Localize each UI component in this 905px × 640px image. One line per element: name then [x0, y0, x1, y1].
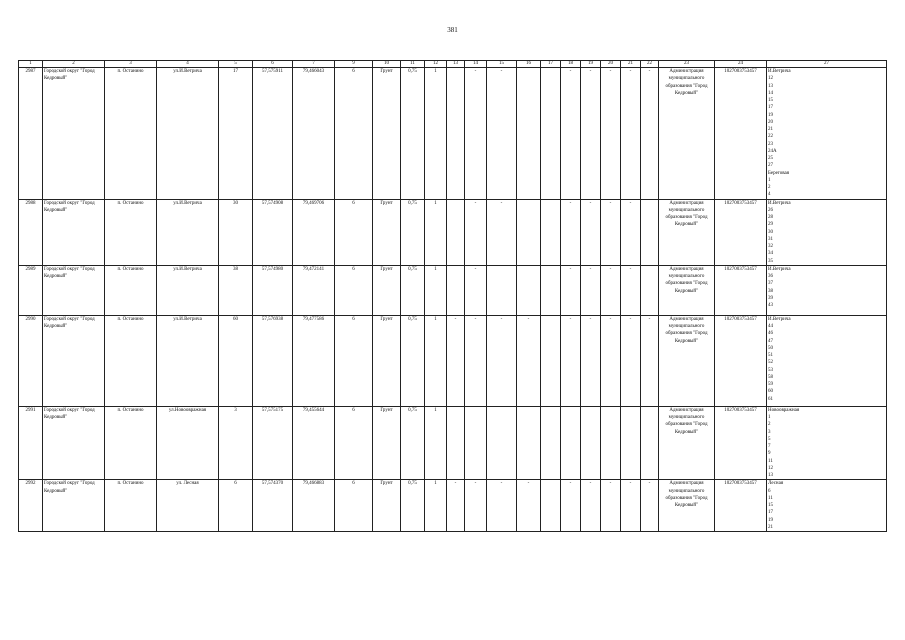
cell-col-4: ул.Новоовражная [157, 406, 219, 480]
column-header-14: 14 [465, 61, 487, 68]
cell-col-7: 79,466883 [293, 480, 335, 532]
cell-col-6: 57,574980 [253, 265, 293, 315]
cell-col-11: 0,75 [401, 406, 425, 480]
address-item: 13 [768, 83, 773, 89]
cell-col-18 [561, 406, 581, 480]
cell-col-1: 2989 [19, 265, 43, 315]
address-item: 47 [768, 338, 773, 344]
cell-col-11: 0,75 [401, 68, 425, 200]
cell-col-19: - [581, 480, 601, 532]
cell-col-24: 1027003753457 [715, 265, 767, 315]
cell-col-5: 3 [219, 406, 253, 480]
cell-col-6: 57,574370 [253, 480, 293, 532]
address-item: 51 [768, 353, 773, 358]
cell-col-10: Грунт [373, 68, 401, 200]
address-item: 61 [768, 396, 773, 402]
cell-col-4: ул.И.Ветрича [157, 315, 219, 406]
address-item: Новоовражная [768, 407, 800, 413]
column-header-7: 7 [293, 61, 335, 68]
cell-col-17 [541, 265, 561, 315]
cell-col-4: ул.И.Ветрича [157, 265, 219, 315]
cell-col-15: - [487, 68, 517, 200]
cell-col-4: ул. Лесная [157, 480, 219, 532]
cell-addresses [767, 480, 887, 532]
column-header-19: 19 [581, 61, 601, 68]
cell-col-3: п. Останино [105, 406, 157, 480]
cell-col-5: 17 [219, 68, 253, 200]
cell-col-9: 6 [335, 480, 373, 532]
cell-col-15 [487, 406, 517, 480]
address-item: 1 [768, 177, 771, 183]
cell-col-7: 79,466043 [293, 68, 335, 200]
address-item: 24А [768, 148, 777, 154]
cell-col-1: 2988 [19, 199, 43, 265]
cell-col-13: - [447, 480, 465, 532]
address-item: 43 [768, 303, 773, 308]
cell-col-14: - [465, 480, 487, 532]
cell-col-2: Городской округ "Город Кедровый" [43, 406, 105, 480]
cell-col-22: - [641, 68, 659, 200]
cell-col-2: Городской округ "Город Кедровый" [43, 68, 105, 200]
cell-col-6: 57,575175 [253, 406, 293, 480]
cell-col-18: - [561, 68, 581, 200]
table-row [19, 406, 887, 480]
address-item: 26 [768, 207, 773, 213]
cell-col-7: 79,477586 [293, 315, 335, 406]
address-item: 46 [768, 331, 773, 337]
cell-col-3: п. Останино [105, 315, 157, 406]
cell-col-22: - [641, 315, 659, 406]
address-item: 35 [768, 258, 773, 264]
column-header-3: 3 [105, 61, 157, 68]
address-item: 59 [768, 382, 773, 387]
address-item: 37 [768, 281, 773, 287]
cell-col-12: 1 [425, 199, 447, 265]
column-header-5: 5 [219, 61, 253, 68]
cell-col-2: Городской округ "Город Кедровый" [43, 199, 105, 265]
cell-col-22 [641, 265, 659, 315]
address-item: 14 [768, 90, 773, 96]
address-item: 3 [768, 429, 771, 435]
address-item: 39 [768, 295, 773, 301]
cell-col-3: п. Останино [105, 68, 157, 200]
cell-col-12: 1 [425, 315, 447, 406]
address-item: 9 [768, 451, 771, 457]
cell-col-4: ул.И.Ветрича [157, 199, 219, 265]
cell-col-9: 6 [335, 265, 373, 315]
column-header-1: 1 [19, 61, 43, 68]
address-item: 53 [768, 367, 773, 373]
address-item: 52 [768, 360, 773, 366]
table-row [19, 68, 887, 200]
cell-col-1: 2991 [19, 406, 43, 480]
cell-col-17 [541, 68, 561, 200]
column-header-22: 22 [641, 61, 659, 68]
column-header-9: 9 [335, 61, 373, 68]
cell-col-9: 6 [335, 315, 373, 406]
cell-col-2: Городской округ "Город Кедровый" [43, 315, 105, 406]
column-header-4: 4 [157, 61, 219, 68]
cell-col-10: Грунт [373, 406, 401, 480]
cell-col-12: 1 [425, 480, 447, 532]
cell-col-13 [447, 406, 465, 480]
address-item: 32 [768, 244, 773, 249]
cell-col-14: - [465, 315, 487, 406]
table-row [19, 480, 887, 532]
cell-col-4: ул.И.Ветрича [157, 68, 219, 200]
cell-col-24: 1027003753457 [715, 480, 767, 532]
column-header-2: 2 [43, 61, 105, 68]
cell-col-20: - [601, 265, 621, 315]
table-header [19, 61, 887, 68]
cell-col-10: Грунт [373, 199, 401, 265]
column-header-10: 10 [373, 61, 401, 68]
address-item: 17 [768, 105, 773, 111]
address-item: 60 [768, 389, 773, 395]
road-register-table [18, 60, 887, 532]
cell-col-14 [465, 406, 487, 480]
cell-col-18: - [561, 480, 581, 532]
column-header-27: 27 [767, 61, 887, 68]
column-header-12: 12 [425, 61, 447, 68]
cell-col-10: Грунт [373, 480, 401, 532]
address-item: 58 [768, 374, 773, 380]
column-header-20: 20 [601, 61, 621, 68]
cell-col-1: 2992 [19, 480, 43, 532]
cell-col-13 [447, 199, 465, 265]
cell-col-7: 79,455644 [293, 406, 335, 480]
cell-col-19: - [581, 199, 601, 265]
address-item: 12 [768, 465, 773, 471]
cell-col-13 [447, 265, 465, 315]
table-row [19, 199, 887, 265]
address-item: 2 [768, 185, 771, 190]
cell-col-22 [641, 406, 659, 480]
address-item: 6 [768, 488, 771, 494]
address-item: 15 [768, 503, 773, 508]
address-item: 5 [768, 436, 771, 442]
cell-col-15: - [487, 199, 517, 265]
address-item: И.Ветрича [768, 200, 791, 206]
cell-col-19 [581, 406, 601, 480]
cell-col-21: - [621, 265, 641, 315]
cell-col-3: п. Останино [105, 199, 157, 265]
cell-col-5: 60 [219, 315, 253, 406]
cell-col-20: - [601, 199, 621, 265]
cell-col-17 [541, 315, 561, 406]
address-item: 31 [768, 236, 773, 242]
column-header-23: 23 [659, 61, 715, 68]
cell-col-5: 6 [219, 480, 253, 532]
address-item: 23 [768, 141, 773, 147]
cell-col-6: 57,576938 [253, 315, 293, 406]
address-item: 2 [768, 422, 771, 428]
cell-col-2: Городской округ "Город Кедровый" [43, 480, 105, 532]
cell-col-15: - [487, 315, 517, 406]
address-item: 44 [768, 324, 773, 329]
cell-col-23: Администрация муниципального образования "Город Кедровый" [659, 199, 715, 265]
cell-col-20: - [601, 480, 621, 532]
address-item: 36 [768, 274, 773, 279]
cell-col-11: 0,75 [401, 480, 425, 532]
address-item: 25 [768, 156, 773, 161]
cell-col-12: 1 [425, 68, 447, 200]
cell-col-16 [517, 199, 541, 265]
address-item: 17 [768, 510, 773, 516]
address-item: 11 [768, 458, 773, 464]
cell-col-16 [517, 265, 541, 315]
address-item: 21 [768, 127, 773, 132]
cell-col-20: - [601, 68, 621, 200]
column-header-24: 24 [715, 61, 767, 68]
address-item: 22 [768, 134, 773, 140]
cell-col-21 [621, 406, 641, 480]
cell-col-3: п. Останино [105, 265, 157, 315]
address-item: 13 [768, 473, 773, 478]
address-item: 7 [768, 444, 771, 449]
cell-col-21: - [621, 199, 641, 265]
cell-col-14: - [465, 265, 487, 315]
table-body [19, 68, 887, 532]
address-item: 28 [768, 215, 773, 220]
cell-col-17 [541, 480, 561, 532]
cell-col-19: - [581, 265, 601, 315]
cell-col-23: Администрация муниципального образования "Город Кедровый" [659, 480, 715, 532]
address-item: 29 [768, 222, 773, 228]
column-header-11: 11 [401, 61, 425, 68]
cell-addresses [767, 406, 887, 480]
table-row [19, 315, 887, 406]
cell-col-13: - [447, 315, 465, 406]
cell-col-16: - [517, 480, 541, 532]
address-item: 12 [768, 76, 773, 82]
address-item: 1 [768, 415, 771, 420]
cell-col-9: 6 [335, 199, 373, 265]
cell-addresses [767, 68, 887, 200]
cell-col-17 [541, 199, 561, 265]
cell-col-20: - [601, 315, 621, 406]
cell-col-17 [541, 406, 561, 480]
column-header-15: 15 [487, 61, 517, 68]
address-item: И.Ветрича [768, 266, 791, 272]
cell-col-22 [641, 199, 659, 265]
cell-col-24: 1027003753457 [715, 68, 767, 200]
page-number: 381 [447, 26, 458, 34]
cell-col-10: Грунт [373, 315, 401, 406]
cell-col-23: Администрация муниципального образования "Город Кедровый" [659, 406, 715, 480]
cell-col-21: - [621, 315, 641, 406]
cell-col-20 [601, 406, 621, 480]
address-item: Лесная [768, 481, 784, 487]
cell-addresses [767, 199, 887, 265]
cell-col-6: 57,574908 [253, 199, 293, 265]
address-item: Береговая [768, 170, 790, 176]
address-item: И.Ветрича [768, 316, 791, 322]
cell-col-24: 1027003753457 [715, 199, 767, 265]
cell-col-19: - [581, 68, 601, 200]
cell-col-15 [487, 265, 517, 315]
cell-col-5: 38 [219, 265, 253, 315]
column-header-6: 6 [253, 61, 293, 68]
column-header-13: 13 [447, 61, 465, 68]
cell-col-7: 79,469706 [293, 199, 335, 265]
cell-col-16 [517, 68, 541, 200]
cell-col-11: 0,75 [401, 315, 425, 406]
cell-col-12: 1 [425, 265, 447, 315]
cell-col-9: 6 [335, 68, 373, 200]
cell-col-16 [517, 406, 541, 480]
cell-col-22: - [641, 480, 659, 532]
cell-col-16: - [517, 315, 541, 406]
column-header-16: 16 [517, 61, 541, 68]
address-item: 27 [768, 163, 773, 169]
cell-col-1: 2990 [19, 315, 43, 406]
cell-col-18: - [561, 199, 581, 265]
cell-addresses [767, 315, 887, 406]
cell-col-7: 79,472141 [293, 265, 335, 315]
column-header-17: 17 [541, 61, 561, 68]
cell-col-1: 2987 [19, 68, 43, 200]
cell-col-2: Городской округ "Город Кедровый" [43, 265, 105, 315]
cell-col-21: - [621, 480, 641, 532]
cell-col-6: 57,575911 [253, 68, 293, 200]
address-item: 19 [768, 517, 773, 523]
address-item: 30 [768, 229, 773, 235]
cell-col-12: 1 [425, 406, 447, 480]
column-header-21: 21 [621, 61, 641, 68]
road-register-table-container [18, 60, 886, 532]
cell-col-18: - [561, 315, 581, 406]
cell-col-23: Администрация муниципального образования "Город Кедровый" [659, 265, 715, 315]
address-item: 15 [768, 98, 773, 103]
cell-col-23: Администрация муниципального образования "Город Кедровый" [659, 68, 715, 200]
address-item: 4 [768, 192, 771, 198]
cell-col-23: Администрация муниципального образования "Город Кедровый" [659, 315, 715, 406]
cell-col-15: - [487, 480, 517, 532]
cell-col-14: - [465, 199, 487, 265]
cell-col-13 [447, 68, 465, 200]
table-row [19, 265, 887, 315]
cell-col-24: 1027003753457 [715, 406, 767, 480]
cell-col-9: 6 [335, 406, 373, 480]
column-header-18: 18 [561, 61, 581, 68]
cell-col-10: Грунт [373, 265, 401, 315]
address-item: И.Ветрича [768, 69, 791, 74]
address-item: 11 [768, 495, 773, 501]
cell-col-11: 0,75 [401, 199, 425, 265]
address-item: 50 [768, 345, 773, 351]
address-item: 21 [768, 524, 773, 530]
cell-col-19: - [581, 315, 601, 406]
cell-col-5: 30 [219, 199, 253, 265]
cell-addresses [767, 265, 887, 315]
cell-col-24: 1027003753457 [715, 315, 767, 406]
cell-col-14: - [465, 68, 487, 200]
address-item: 38 [768, 288, 773, 294]
address-item: 34 [768, 251, 773, 257]
cell-col-18: - [561, 265, 581, 315]
cell-col-21: - [621, 68, 641, 200]
address-item: 20 [768, 119, 773, 125]
cell-col-3: п. Останино [105, 480, 157, 532]
cell-col-11: 0,75 [401, 265, 425, 315]
header-row [19, 61, 887, 68]
address-item: 19 [768, 112, 773, 118]
